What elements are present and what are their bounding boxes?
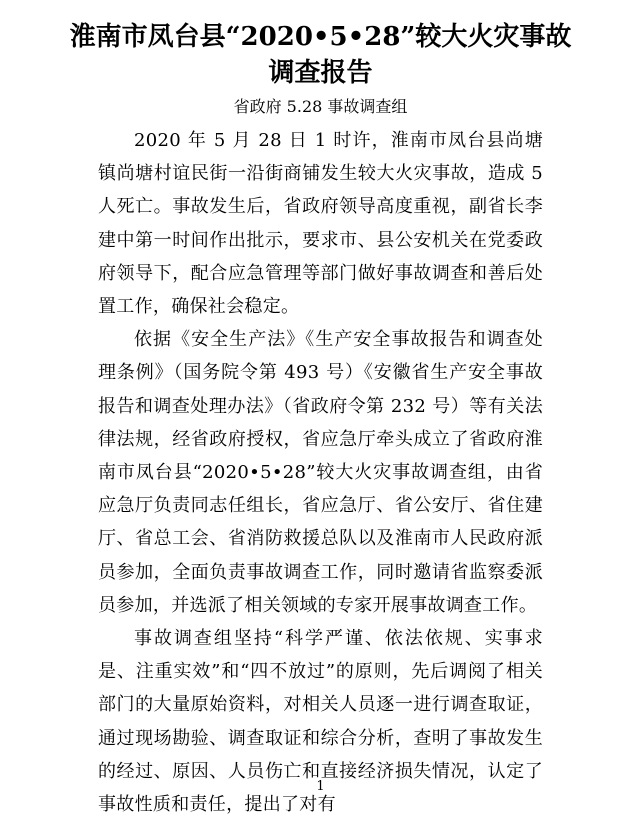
report-title-line-2: 调查报告 — [268, 58, 373, 88]
page-number: 1 — [316, 779, 325, 794]
paragraph-2: 依据《安全生产法》《生产安全事故报告和调查处理条例》（国务院令第 493 号）《安徽省生产安全事故报告和调查处理办法》（省政府令第 232 号）等有关法律法规，经省政府授权，省应急厅牵头成立了省政府淮南市凤台县“2020•5•28”较大火灾事故调查组，由省应急厅负责同志任组长，省应急厅、省公安厅、省住建厅、省总工会、省消防救援总队以及淮南市人民政府派员参加，全面负责事故调查工作，同时邀请省监察委派员参加，并选派了相关领域的专家开展事故调查工作。 — [98, 329, 543, 616]
report-author: 省政府 5.28 事故调查组 — [233, 97, 408, 116]
paragraph-1: 2020 年 5 月 28 日 1 时许，淮南市凤台县尚塘镇尚塘村谊民街一沿街商铺发生较大火灾事故，造成 5 人死亡。事故发生后，省政府领导高度重视，副省长李建中第一时间作出批示，要求市、县公安机关在党委政府领导下，配合应急管理等部门做好事故调查和善后处置工作，确保社会稳定。 — [98, 130, 543, 318]
report-body — [98, 124, 543, 821]
paragraph-3: 事故调查组坚持“科学严谨、依法依规、实事求是、注重实效”和“四不放过”的原则，先后调阅了相关部门的大量原始资料，对相关人员逐一进行调查取证，通过现场勘验、调查取证和综合分析，查明了事故发生的经过、原因、人员伤亡和直接经济损失情况，认定了事故性质和责任，提出了对有 — [98, 628, 543, 816]
report-title-line-1: 淮南市凤台县“2020•5•28”较大火灾事故 — [69, 22, 572, 52]
